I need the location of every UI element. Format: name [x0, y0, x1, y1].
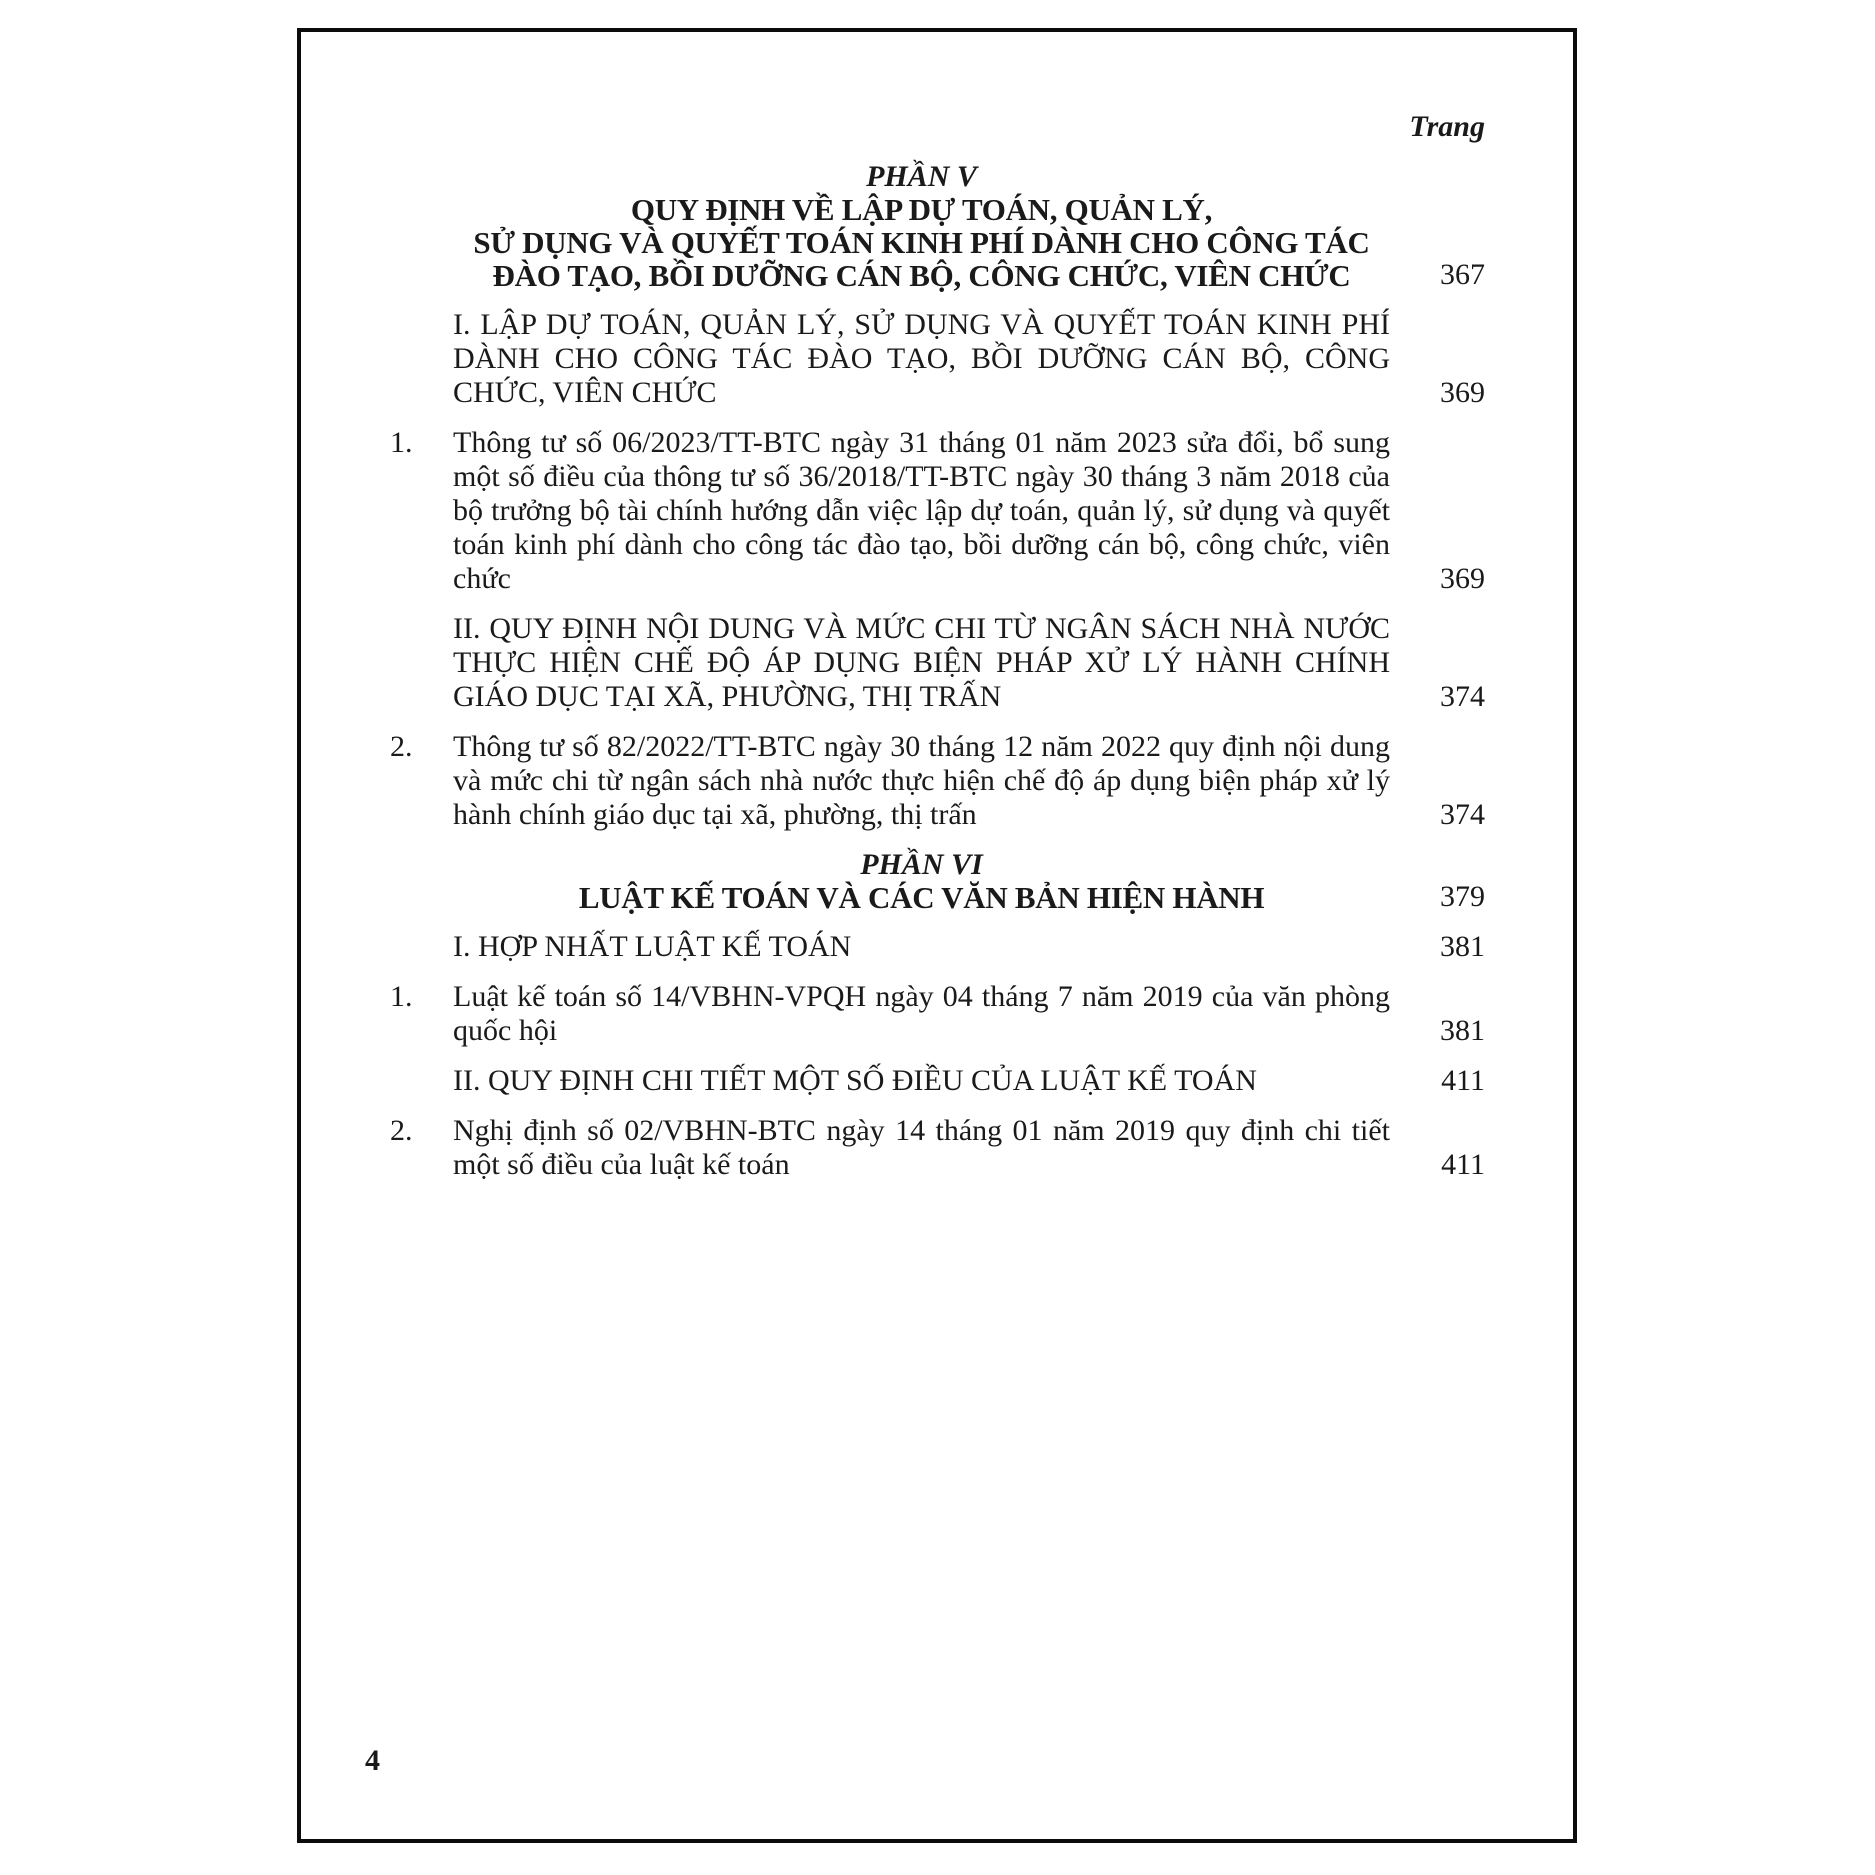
- footer-page-number: 4: [365, 1744, 380, 1777]
- entry-page-number: 379: [1440, 880, 1485, 913]
- part-title-line: ĐÀO TẠO, BỒI DƯỠNG CÁN BỘ, CÔNG CHỨC, VIÊN CHỨC: [492, 258, 1351, 293]
- section-heading: II. QUY ĐỊNH CHI TIẾT MỘT SỐ ĐIỀU CỦA LUẬT KẾ TOÁN: [453, 1064, 1257, 1097]
- part-kicker: PHẦN V: [866, 160, 977, 193]
- entry-page-number: 381: [1440, 1014, 1485, 1047]
- entry-text: Luật kế toán số 14/VBHN-VPQH ngày 04 tháng 7 năm 2019 của văn phòng quốc hội: [453, 980, 1390, 1047]
- entry-page-number: 374: [1440, 680, 1485, 713]
- entry-text: Nghị định số 02/VBHN-BTC ngày 14 tháng 01 năm 2019 quy định chi tiết một số điều của luật kế toán: [453, 1114, 1390, 1181]
- toc-entry-section: [390, 612, 1485, 714]
- entry-number: 1.: [390, 426, 413, 459]
- toc-entry-section: [390, 1064, 1485, 1098]
- toc-entry-item: [390, 730, 1485, 832]
- section-heading: II. QUY ĐỊNH NỘI DUNG VÀ MỨC CHI TỪ NGÂN SÁCH NHÀ NƯỚC THỰC HIỆN CHẾ ĐỘ ÁP DỤNG BIỆN PHÁP XỬ LÝ HÀNH CHÍNH GIÁO DỤC TẠI XÃ, PHƯỜNG, THỊ TRẤN: [453, 612, 1390, 713]
- toc-entry-section: [390, 930, 1485, 964]
- part-title-line: LUẬT KẾ TOÁN VÀ CÁC VĂN BẢN HIỆN HÀNH: [578, 880, 1265, 915]
- entry-page-number: 367: [1440, 258, 1485, 291]
- toc-entry-item: [390, 980, 1485, 1048]
- part-title-line: SỬ DỤNG VÀ QUYẾT TOÁN KINH PHÍ DÀNH CHO CÔNG TÁC: [473, 225, 1370, 260]
- part-title-line: QUY ĐỊNH VỀ LẬP DỰ TOÁN, QUẢN LÝ,: [630, 192, 1213, 227]
- entry-text: Thông tư số 82/2022/TT-BTC ngày 30 tháng 12 năm 2022 quy định nội dung và mức chi từ ngân sách nhà nước thực hiện chế độ áp dụng biện pháp xử lý hành chính giáo dục tại xã, phường, thị trấn: [453, 730, 1390, 831]
- toc: [390, 110, 1485, 1182]
- document-page: [297, 28, 1577, 1843]
- section-heading: I. LẬP DỰ TOÁN, QUẢN LÝ, SỬ DỤNG VÀ QUYẾT TOÁN KINH PHÍ DÀNH CHO CÔNG TÁC ĐÀO TẠO, BỒI DƯỠNG CÁN BỘ, CÔNG CHỨC, VIÊN CHỨC: [453, 308, 1390, 409]
- part-kicker: PHẦN VI: [860, 848, 983, 881]
- entry-page-number: 411: [1441, 1064, 1485, 1097]
- entry-page-number: 374: [1440, 798, 1485, 831]
- entry-number: 1.: [390, 980, 413, 1013]
- entry-page-number: 369: [1440, 562, 1485, 595]
- toc-entry-item: [390, 1114, 1485, 1182]
- entry-page-number: 381: [1440, 930, 1485, 963]
- toc-entry-item: [390, 426, 1485, 596]
- toc-entry-part-vi: [390, 848, 1485, 914]
- entry-number: 2.: [390, 1114, 413, 1147]
- entry-page-number: 369: [1440, 376, 1485, 409]
- toc-entry-section: [390, 308, 1485, 410]
- section-heading: I. HỢP NHẤT LUẬT KẾ TOÁN: [453, 930, 852, 963]
- entry-text: Thông tư số 06/2023/TT-BTC ngày 31 tháng 01 năm 2023 sửa đổi, bổ sung một số điều của thông tư số 36/2018/TT-BTC ngày 30 tháng 3 năm 2018 của bộ trưởng bộ tài chính hướng dẫn việc lập dự toán, quản lý, sử dụng và quyết toán kinh phí dành cho công tác đào tạo, bồi dưỡng cán bộ, công chức, viên chức: [453, 426, 1390, 595]
- page-column-header: Trang: [1409, 110, 1485, 143]
- toc-entry-part-v: [390, 160, 1485, 292]
- entry-number: 2.: [390, 730, 413, 763]
- entry-page-number: 411: [1441, 1148, 1485, 1181]
